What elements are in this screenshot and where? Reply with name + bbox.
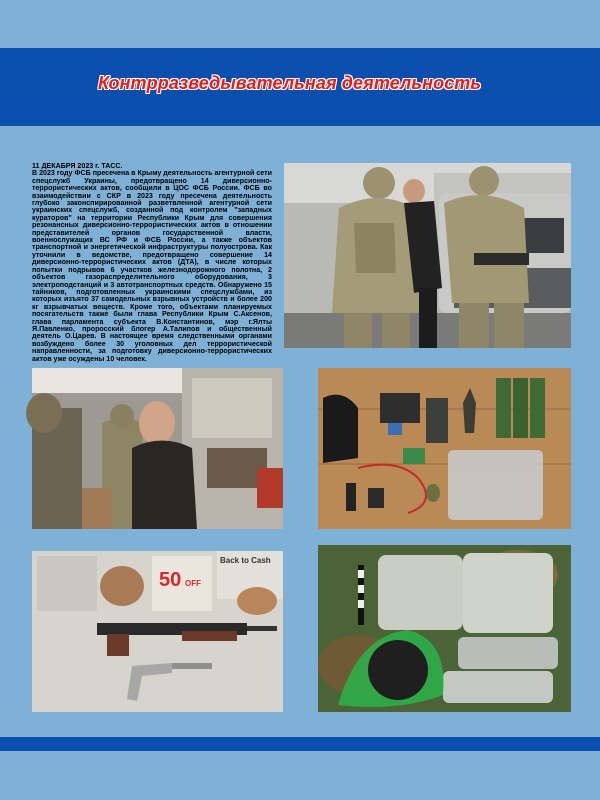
footer-band — [0, 737, 600, 751]
sale-suffix: OFF — [185, 579, 201, 588]
photo-packages — [318, 545, 571, 712]
sale-number: 50 — [159, 569, 182, 591]
article-dateline: 11 ДЕКАБРЯ 2023 г. ТАСС. — [32, 162, 123, 170]
photo-interior — [32, 368, 283, 529]
photo-equipment — [318, 368, 571, 529]
page-title: Контрразведывательная деятельность — [98, 73, 482, 93]
article-body: В 2023 году ФСБ пресечена в Крыму деятельность агентурной сети спецслужб Украины, предотвращено 14 диверсионно-террористических актов, сообщили в ЦОС ФСБ России. ФСБ во взаимодействии с СКР в 2023 году пресечена деятельность глубоко законспирированной разветвленной агентурной сети украинских спецслужб, созданной под контролем "западных кураторов" на территории Республики Крым для совершения резонансных диверсионно-террористических актов в отношении представителей органов государственной власти, военнослужащих ВС РФ и ФСБ России, а также объектов транспортной и энергетической инфраструктуры полуострова. Как уточнили в ведомстве, предотвращено совершение 14 диверсионно-террористических актов (ДТА), в числе которых попытки подрывов 6 участков железнодорожного полотна, 2 объектов газораспределительного оборудования, 3 электроподстанций и 3 автотранспортных средств. Обнаружено 15 тайников, подготовленных украинскими спецслужбами, из которых изъято 37 самодельных взрывных устройств и более 200 кг взрывчатых веществ. Кроме того, объектами планируемых посягательств также были глава Республики Крым С.Аксенов, глава парламента субъекта В.Константинов, мэр г.Ялты Я.Павленко, проросский блогер А.Талипов и общественный деятель О.Царев. В настоящее время следственными органами возбуждено более 30 уголовных дел террористической направленности, за подготовку диверсионно-террористических актов уже осуждены 10 человек. — [32, 169, 272, 363]
news-article — [32, 162, 272, 363]
photo-arrest — [284, 163, 571, 348]
photo-weapons — [32, 551, 283, 712]
bag-print-text: Back to Cash — [220, 556, 271, 565]
